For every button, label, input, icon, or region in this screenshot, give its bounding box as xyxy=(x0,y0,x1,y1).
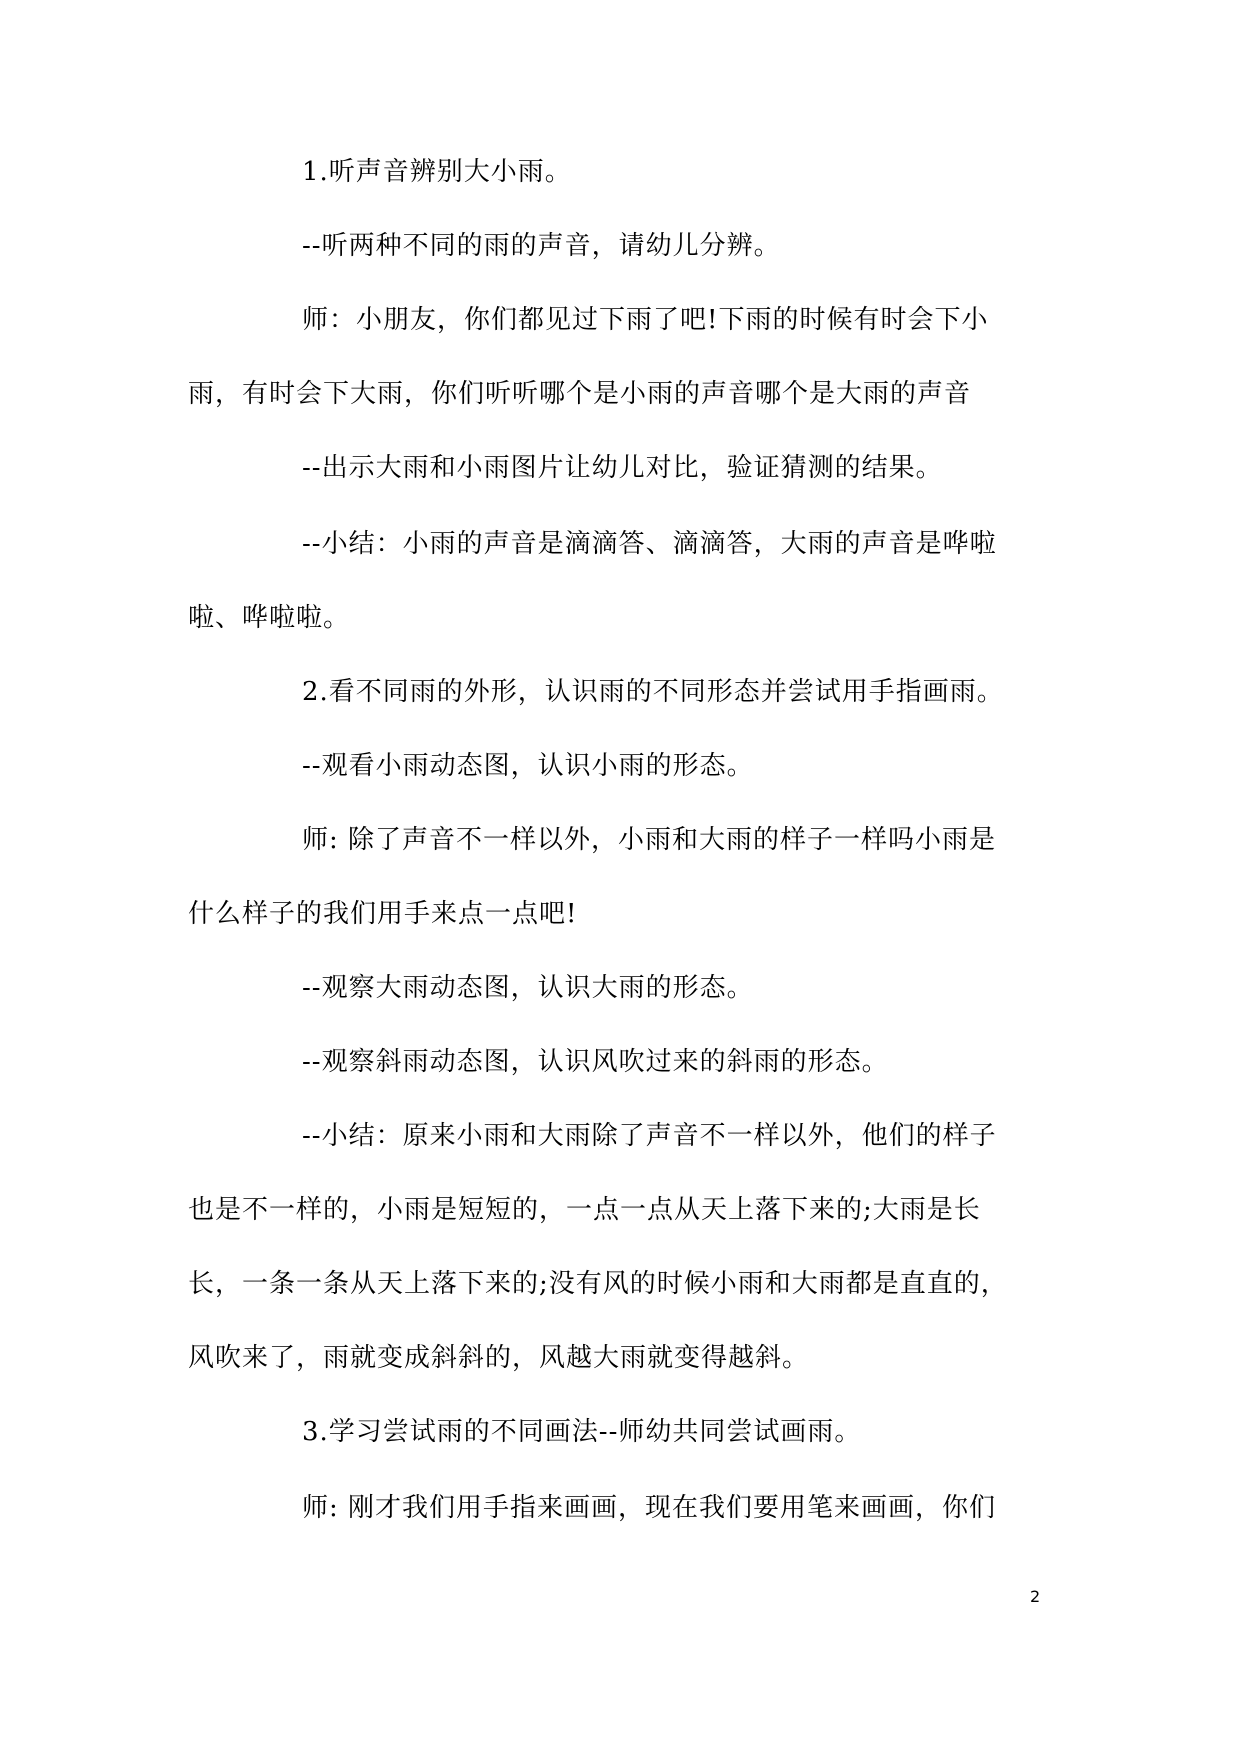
paragraph-line: --小结：原来小雨和大雨除了声音不一样以外，他们的样子 xyxy=(302,1121,997,1151)
paragraph-line: --出示大雨和小雨图片让幼儿对比，验证猜测的结果。 xyxy=(302,453,943,483)
paragraph-line: 雨，有时会下大雨，你们听听哪个是小雨的声音哪个是大雨的声音 xyxy=(188,379,972,409)
paragraph-line: 师: 刚才我们用手指来画画，现在我们要用笔来画画，你们 xyxy=(302,1493,997,1523)
paragraph-line: 啦、哗啦啦。 xyxy=(188,603,351,633)
heading-drawing-rain: 3.学习尝试雨的不同画法--师幼共同尝试画雨。 xyxy=(302,1417,862,1447)
paragraph-line: 师: 除了声音不一样以外，小雨和大雨的样子一样吗小雨是 xyxy=(302,825,997,855)
heading-rain-shapes: 2.看不同雨的外形，认识雨的不同形态并尝试用手指画雨。 xyxy=(302,677,1004,707)
paragraph-line: 什么样子的我们用手来点一点吧! xyxy=(188,899,578,929)
paragraph-line: --观看小雨动态图，认识小雨的形态。 xyxy=(302,751,754,781)
paragraph-line: 也是不一样的，小雨是短短的，一点一点从天上落下来的;大雨是长 xyxy=(188,1195,981,1225)
page-number: 2 xyxy=(1030,1587,1041,1606)
heading-listen-rain-sounds: 1.听声音辨别大小雨。 xyxy=(302,157,572,187)
paragraph-line: --听两种不同的雨的声音，请幼儿分辨。 xyxy=(302,231,781,261)
paragraph-line: --观察斜雨动态图，认识风吹过来的斜雨的形态。 xyxy=(302,1047,889,1077)
paragraph-line: 长，一条一条从天上落下来的;没有风的时候小雨和大雨都是直直的， xyxy=(188,1269,1008,1299)
paragraph-line: --小结：小雨的声音是滴滴答、滴滴答，大雨的声音是哗啦 xyxy=(302,529,997,559)
paragraph-line: --观察大雨动态图，认识大雨的形态。 xyxy=(302,973,754,1003)
paragraph-line: 风吹来了，雨就变成斜斜的，风越大雨就变得越斜。 xyxy=(188,1343,810,1373)
paragraph-line: 师：小朋友，你们都见过下雨了吧!下雨的时候有时会下小 xyxy=(302,305,989,335)
